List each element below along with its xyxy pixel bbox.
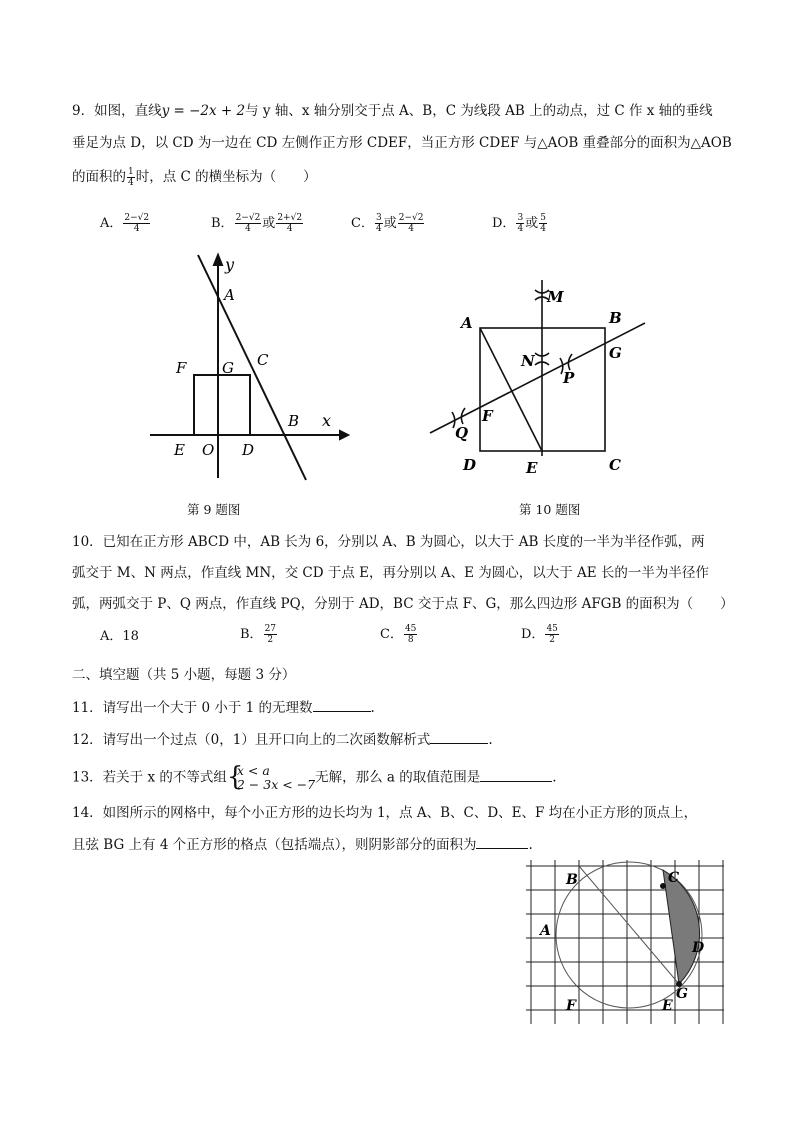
label-p: P (563, 369, 575, 387)
q10-line-1: 10．已知在正方形 ABCD 中，AB 长为 6，分别以 A、B 为圆心，以大于 AB 长度的一半为半径作弧，两 (72, 534, 705, 550)
q14-line-2: 且弦 BG 上有 4 个正方形的格点（包括端点），则阴影部分的面积为 . (72, 834, 533, 855)
label-x: x (322, 411, 332, 430)
q10-option-a[interactable]: A．18 (100, 629, 139, 644)
segment-ae (480, 328, 542, 451)
label-f: F (482, 407, 493, 425)
q9-line-3 (72, 167, 317, 188)
brace-icon: { (226, 762, 244, 792)
label-f: F (566, 998, 576, 1014)
q13-answer-blank[interactable] (480, 767, 552, 782)
label-q: Q (455, 424, 469, 442)
label-c: C (257, 351, 269, 369)
label-o: O (202, 441, 215, 459)
point-c (660, 883, 666, 889)
q12: 12．请写出一个过点（0，1）且开口向上的二次函数解析式 . (72, 729, 493, 750)
q10-option-b[interactable]: B． $\frac{27}{2}$ (240, 624, 277, 645)
label-n: N (521, 352, 535, 370)
label-b: B (566, 872, 578, 888)
q9-equation: y = −2x + 2 (161, 103, 246, 119)
label-c: C (609, 456, 621, 474)
label-d: D (463, 456, 477, 474)
q14-figure (526, 860, 724, 1024)
square-cdef (194, 375, 250, 435)
q9-caption: 第 9 题图 (187, 502, 241, 517)
q9-line-1 (72, 101, 713, 121)
q10-option-d[interactable]: D． $\frac{45}{2}$ (521, 624, 558, 645)
label-g: G (222, 359, 234, 377)
label-e: E (526, 459, 538, 477)
q9-fraction: $\frac{1}{4}$ (128, 167, 134, 188)
label-a: A (224, 286, 235, 304)
q13: 13．若关于 x 的不等式组 { x < a 2 − 3x < −7 无解，那么 a 的取值范围是 . (72, 762, 557, 792)
q13-inequality-system: { x < a 2 − 3x < −7 (226, 762, 316, 792)
label-a: A (461, 314, 473, 332)
label-e: E (174, 441, 185, 459)
q9-line-2: 垂足为点 D，以 CD 为一边在 CD 左侧作正方形 CDEF，当正方形 CDEF 与△AOB 重叠部分的面积为△AOB (72, 135, 732, 151)
label-f: F (176, 359, 187, 377)
q10-line-2: 弧交于 M、N 两点，作直线 MN，交 CD 于点 E，再分别以 A、E 为圆心，以大于 AE 长的一半为半径作 (72, 565, 709, 581)
label-b: B (609, 309, 622, 327)
label-g: G (609, 344, 622, 362)
q9-figure (140, 245, 360, 485)
q9-text: 9．如图，直线 (72, 103, 162, 119)
q10-caption: 第 10 题图 (519, 502, 581, 517)
q14-answer-blank[interactable] (476, 834, 528, 849)
q9-option-d[interactable]: D． $\frac{3}{4}$ 或 $\frac{5}{4}$ (492, 213, 546, 234)
q9-option-b[interactable]: B． $\frac{2-√2}{4}$ 或 $\frac{2+√2}{4}$ (211, 213, 303, 234)
q9-text: 与 y 轴、x 轴分别交于点 A、B，C 为线段 AB 上的动点，过 C 作 x 轴的垂线 (245, 103, 713, 119)
q9-text: 的面积的 (72, 169, 126, 185)
label-d: D (692, 940, 705, 956)
q10-figure (425, 278, 655, 483)
label-e: E (662, 998, 673, 1014)
q9-option-c[interactable]: C． $\frac{3}{4}$ 或 $\frac{2-√2}{4}$ (351, 213, 424, 234)
q14-line-1: 14．如图所示的网格中，每个小正方形的边长均为 1，点 A、B、C、D、E、F 均在小正方形的顶点上， (72, 805, 698, 821)
label-c: C (668, 870, 680, 886)
y-axis-arrow-icon (214, 255, 222, 265)
label-y: y (225, 255, 235, 274)
q11-answer-blank[interactable] (313, 697, 371, 712)
q10-option-c[interactable]: C． $\frac{45}{8}$ (380, 624, 417, 645)
q12-answer-blank[interactable] (430, 729, 488, 744)
label-m: M (547, 288, 564, 306)
label-d: D (242, 441, 255, 459)
x-axis-arrow-icon (340, 431, 348, 439)
q9-text: 时，点 C 的横坐标为（ ） (135, 169, 317, 185)
q11: 11．请写出一个大于 0 小于 1 的无理数 . (72, 697, 375, 718)
label-g: G (676, 986, 688, 1002)
section-2-heading: 二、填空题（共 5 小题，每题 3 分） (72, 667, 296, 683)
label-a: A (540, 923, 551, 939)
q10-line-3: 弧，两弧交于 P、Q 两点，作直线 PQ，分别于 AD，BC 交于点 F、G，那么四边形 AFGB 的面积为（ ） (72, 596, 734, 612)
label-b: B (288, 412, 300, 430)
shaded-region (663, 870, 700, 984)
q9-option-a[interactable]: A． $\frac{2-√2}{4}$ (100, 213, 150, 234)
